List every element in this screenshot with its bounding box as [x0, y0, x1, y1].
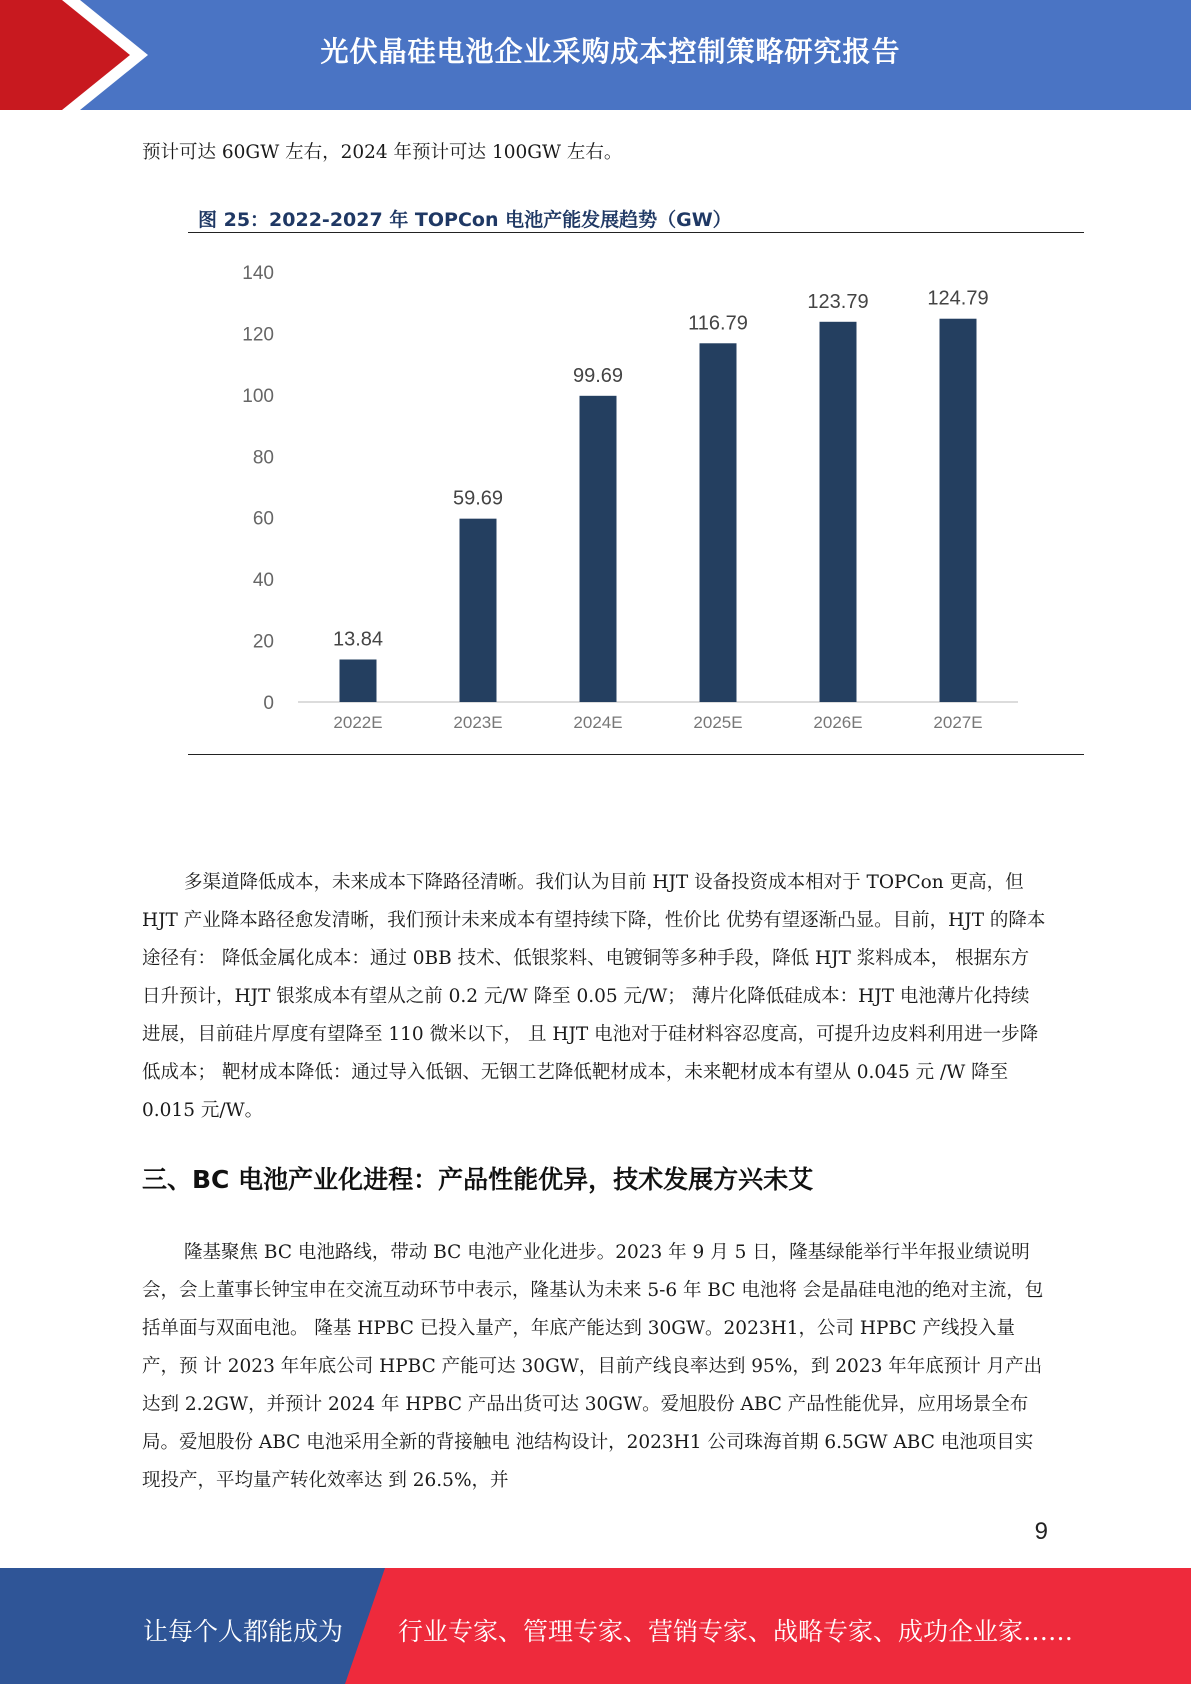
bar-2026E — [820, 322, 857, 702]
data-label-2023E: 59.69 — [452, 487, 504, 510]
data-label-2027E: 124.79 — [927, 287, 989, 310]
page-header — [0, 0, 1191, 110]
bar-2024E — [580, 396, 617, 702]
bar-series — [340, 319, 977, 702]
category-label-2023E: 2023E — [453, 713, 503, 732]
category-label-2025E: 2025E — [693, 713, 743, 732]
report-title: 光伏晶硅电池企业采购成本控制策略研究报告 — [320, 35, 901, 68]
category-label-2024E: 2024E — [573, 713, 623, 732]
footer-slogan-right: 行业专家、管理专家、营销专家、战略专家、成功企业家…… — [398, 1617, 1074, 1646]
y-axis-ticks — [242, 263, 274, 714]
y-tick-label: 20 — [252, 631, 274, 653]
data-labels — [333, 288, 989, 651]
y-tick-label: 140 — [242, 263, 274, 284]
figure-bottom-rule — [188, 754, 1084, 755]
bar-2022E — [340, 659, 377, 702]
figure-top-rule — [188, 232, 1084, 233]
data-label-2024E: 99.69 — [572, 364, 624, 387]
category-label-2027E: 2027E — [933, 713, 983, 732]
figure-caption: 图 25：2022-2027 年 TOPCon 电池产能发展趋势（GW） — [198, 209, 732, 231]
footer-slogan-left: 让每个人都能成为 — [143, 1617, 344, 1646]
category-label-2026E: 2026E — [813, 713, 863, 732]
category-label-2022E: 2022E — [333, 713, 383, 732]
bar-2025E — [700, 343, 737, 702]
data-label-2022E: 13.84 — [332, 628, 384, 651]
bar-2023E — [460, 519, 497, 702]
section-heading: 三、BC 电池产业化进程：产品性能优异，技术发展方兴未艾 — [142, 1165, 814, 1194]
data-label-2026E: 123.79 — [807, 290, 869, 313]
page-number: 9 — [1034, 1518, 1048, 1545]
paragraph-bc-battery: 隆基聚焦 BC 电池路线，带动 BC 电池产业化进步。2023 年 9 月 5 日，隆基绿能举行半年报业绩说明会，会上董事长钟宝申在交流互动环节中表示，隆基认为未来 5-6 年 BC 电池将 会是晶硅电池的绝对主流，包括单面与双面电池。 隆基 HPBC 已投入量产，年底产能达到 30GW。2023H1，公司 HPBC 产线投入量产，预 计 2023 年年底公司 HPBC 产能可达 30GW，目前产线良率达到 95%，到 2023 年年底预计 月产出达到 2.2GW，并预计 2024 年 HPBC 产品出货可达 30GW。爱旭股份 ABC 产品性能优异，应用场景全布局。爱旭股份 ABC 电池采用全新的背接触电 池结构设计，2023H1 公司珠海首期 6.5GW ABC 电池项目实现投产，平均量产转化效率达 到 26.5%，并 — [142, 1242, 1044, 1491]
topcon-capacity-bar-chart — [188, 240, 1084, 750]
y-tick-label: 80 — [252, 447, 274, 469]
x-axis-category-labels — [333, 713, 982, 732]
intro-text: 预计可达 60GW 左右，2024 年预计可达 100GW 左右。 — [142, 142, 623, 163]
paragraph-hjt-cost: 多渠道降低成本，未来成本下降路径清晰。我们认为目前 HJT 设备投资成本相对于 TOPCon 更高，但 HJT 产业降本路径愈发清晰，我们预计未来成本有望持续下降，性价比 优势有望逐渐凸显。目前，HJT 的降本途径有： 降低金属化成本：通过 0BB 技术、低银浆料、电镀铜等多种手段，降低 HJT 浆料成本， 根据东方日升预计，HJT 银浆成本有望从之前 0.2 元/W 降至 0.05 元/W； 薄片化降低硅成本：HJT 电池薄片化持续进展，目前硅片厚度有望降至 110 微米以下， 且 HJT 电池对于硅材料容忍度高，可提升边皮料利用进一步降低成本； 靶材成本降低：通过导入低铟、无铟工艺降低靶材成本，未来靶材成本有望从 0.045 元 /W 降至 0.015 元/W。 — [142, 872, 1046, 1121]
bar-2027E — [940, 319, 977, 702]
y-tick-label: 100 — [242, 385, 274, 407]
y-tick-label: 60 — [252, 508, 274, 530]
y-tick-label: 40 — [252, 570, 274, 592]
y-tick-label: 0 — [263, 693, 274, 714]
y-tick-label: 120 — [242, 324, 274, 346]
data-label-2025E: 116.79 — [688, 312, 748, 335]
